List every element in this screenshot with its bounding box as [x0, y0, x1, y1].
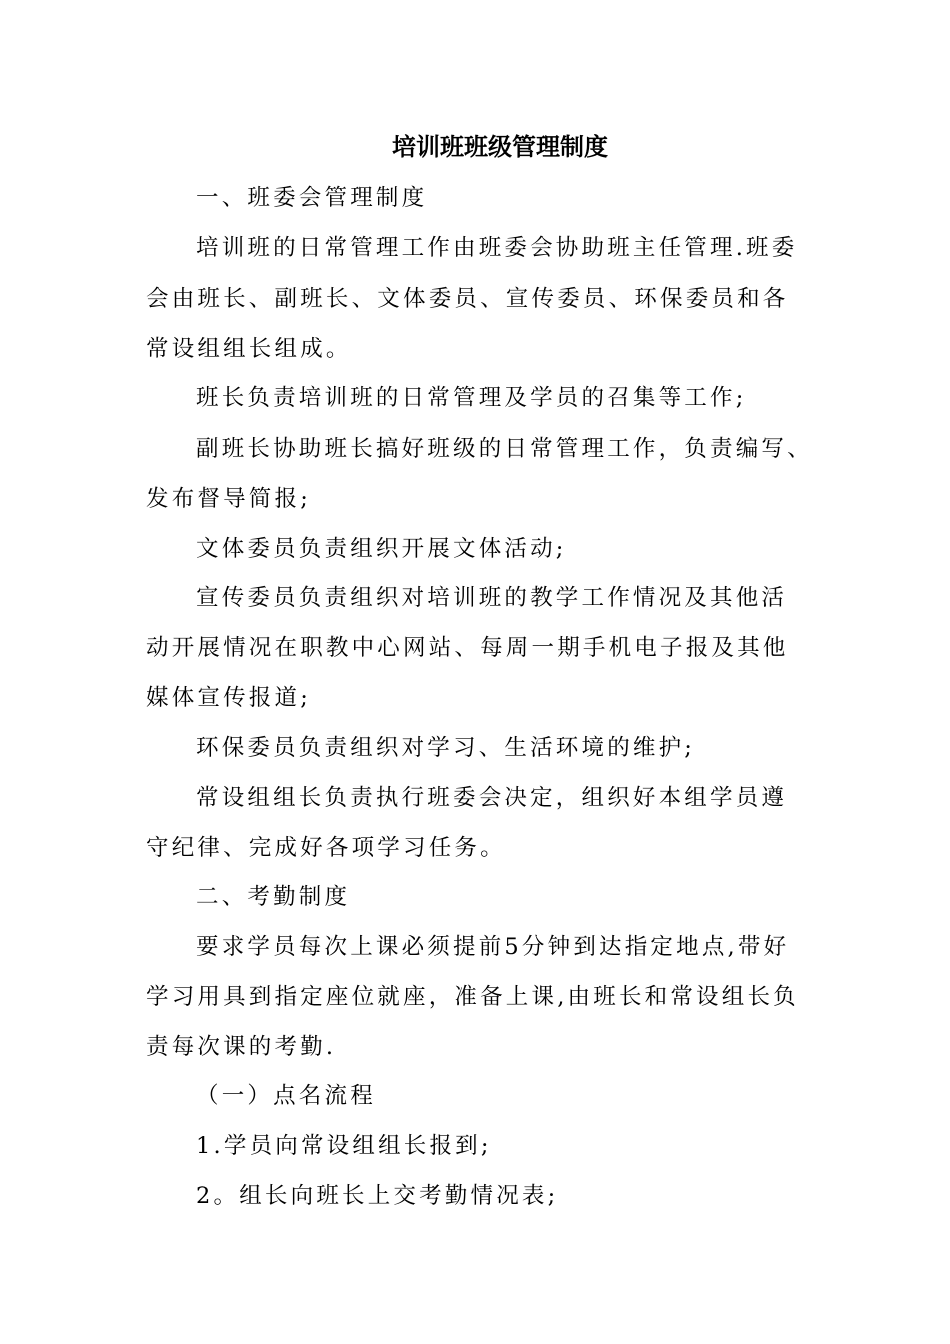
paragraph-line: 常设组组长组成。 — [146, 336, 352, 362]
list-item: 2。组长向班长上交考勤情况表; — [196, 1183, 559, 1209]
paragraph-line: 班长负责培训班的日常管理及学员的召集等工作; — [196, 385, 747, 411]
paragraph-line: 培训班的日常管理工作由班委会协助班主任管理.班委 — [196, 235, 798, 261]
paragraph-line: 要求学员每次上课必须提前5分钟到达指定地点,带好 — [196, 934, 790, 960]
paragraph-line: 副班长协助班长搞好班级的日常管理工作，负责编写、 — [196, 436, 813, 462]
paragraph-line: 学习用具到指定座位就座，准备上课,由班长和常设组长负 — [146, 984, 799, 1010]
paragraph-line: 动开展情况在职教中心网站、每周一期手机电子报及其他 — [146, 635, 789, 661]
paragraph-line: 发布督导简报; — [146, 486, 311, 512]
list-item: 1.学员向常设组组长报到; — [196, 1133, 492, 1159]
paragraph-line: 宣传委员负责组织对培训班的教学工作情况及其他活 — [196, 585, 788, 611]
paragraph-line: 守纪律、完成好各项学习任务。 — [146, 835, 506, 861]
paragraph-line: 常设组组长负责执行班委会决定，组织好本组学员遵 — [196, 785, 788, 811]
paragraph-line: 责每次课的考勤. — [146, 1034, 337, 1060]
paragraph-line: 环保委员负责组织对学习、生活环境的维护; — [196, 735, 696, 761]
document-title: 培训班班级管理制度 — [392, 133, 608, 161]
section-heading-2: 二、考勤制度 — [196, 884, 351, 910]
subsection-heading: （一）点名流程 — [196, 1083, 376, 1109]
section-heading-1: 一、班委会管理制度 — [196, 185, 428, 211]
paragraph-line: 会由班长、副班长、文体委员、宣传委员、环保委员和各 — [146, 286, 789, 312]
paragraph-line: 文体委员负责组织开展文体活动; — [196, 536, 567, 562]
paragraph-line: 媒体宣传报道; — [146, 685, 311, 711]
